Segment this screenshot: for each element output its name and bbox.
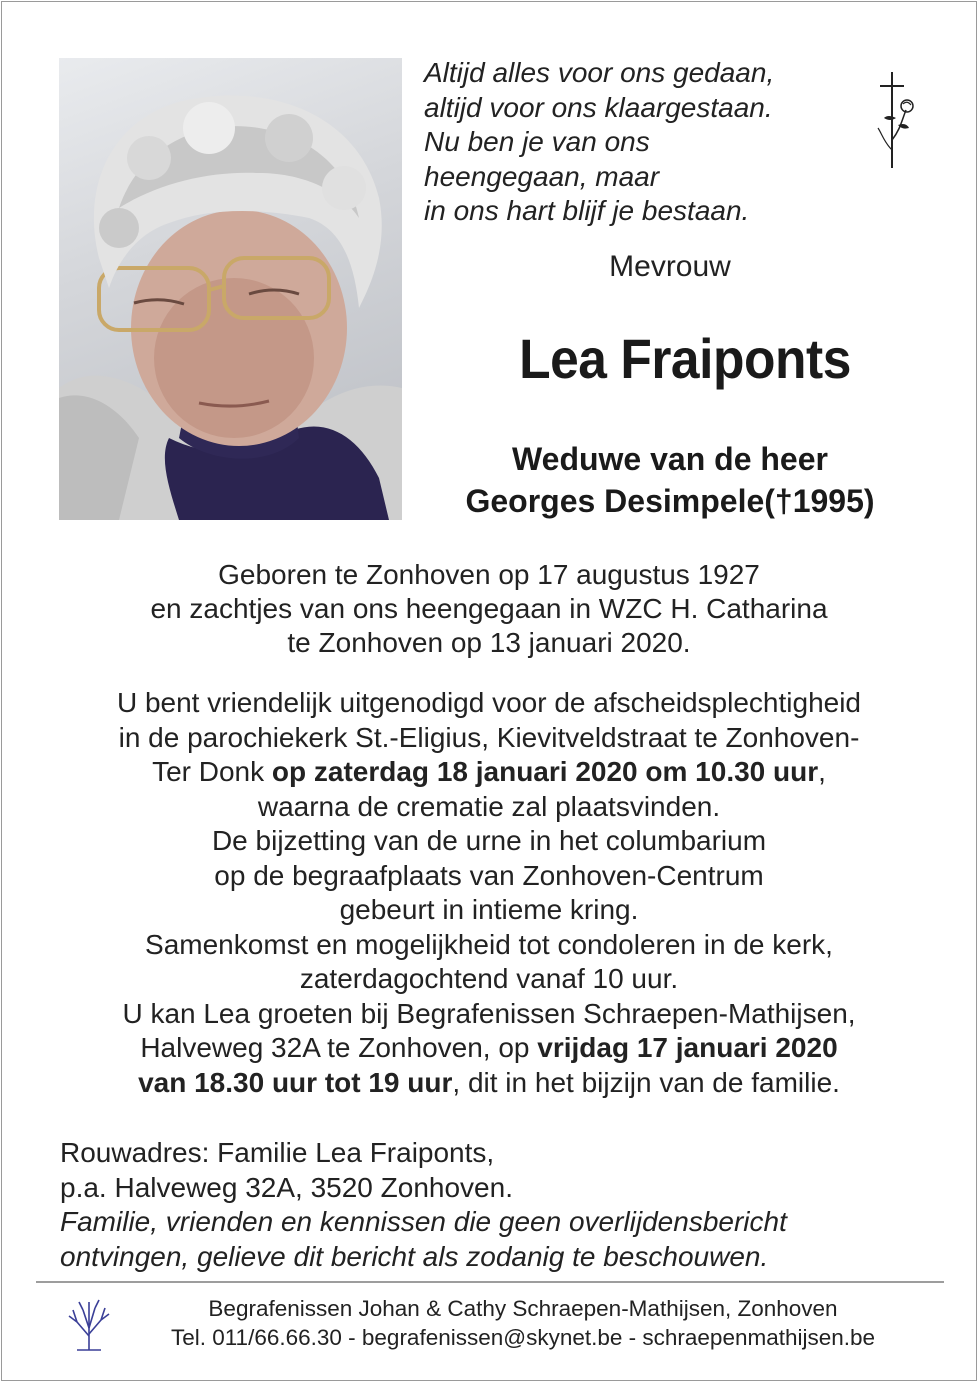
portrait-photo <box>59 58 402 520</box>
ceremony-text: Ter Donk <box>152 756 272 787</box>
visitation-time: van 18.30 uur tot 19 uur <box>138 1066 453 1098</box>
ceremony-date: op zaterdag 18 januari 2020 om 10.30 uur <box>271 756 819 787</box>
company-name: Begrafenissen Johan & Cathy Schraepen-Mathijsen, Zonhoven <box>208 1296 838 1321</box>
notice-line: ontvingen, gelieve dit bericht als zodanig te beschouwen. <box>60 1240 769 1272</box>
birth-line: Geboren te Zonhoven op 17 augustus 1927 <box>218 559 760 590</box>
poem-line: in ons hart blijf je bestaan. <box>424 195 750 226</box>
ceremony-text: Halveweg 32A te Zonhoven, op <box>140 1032 538 1063</box>
ceremony-text: , <box>818 756 826 787</box>
mourning-address <box>60 1136 940 1274</box>
ceremony-line: op de begraafplaats van Zonhoven-Centrum <box>214 859 764 891</box>
ceremony-line: U bent vriendelijk uitgenodigd voor de afscheidsplechtigheid <box>116 687 862 718</box>
ceremony-line: De bijzetting van de urne in het columbarium <box>211 825 767 856</box>
visitation-date: vrijdag 17 januari 2020 <box>537 1032 838 1063</box>
spouse-line: Georges Desimpele(†1995) <box>465 483 875 519</box>
spouse-line: Weduwe van de heer <box>512 441 828 477</box>
ceremony-line: waarna de crematie zal plaatsvinden. <box>257 790 721 822</box>
contact-line: Tel. 011/66.66.30 - begrafenissen@skynet.be - schraepenmathijsen.be <box>170 1325 876 1350</box>
ceremony-line <box>30 755 948 790</box>
honorific: Mevrouw <box>609 250 731 283</box>
funeral-home-footer <box>128 1294 918 1352</box>
ceremony-line: U kan Lea groeten bij Begrafenissen Schraepen-Mathijsen, <box>122 997 856 1029</box>
spouse-block <box>410 438 930 522</box>
ceremony-line: in de parochiekerk St.-Eligius, Kievitveldstraat te Zonhoven- <box>118 721 860 753</box>
notice-line: Familie, vrienden en kennissen die geen overlijdensbericht <box>60 1206 787 1237</box>
ceremony-line: Samenkomst en mogelijkheid tot condoleren in de kerk, <box>145 928 833 960</box>
ceremony-info <box>30 686 948 1100</box>
poem-line: heengegaan, maar <box>424 160 660 192</box>
divider <box>36 1281 944 1283</box>
deceased-name: Lea Fraiponts <box>519 327 851 390</box>
birth-death-info <box>30 558 948 660</box>
address-line: p.a. Halveweg 32A, 3520 Zonhoven. <box>60 1171 513 1203</box>
ceremony-text: , dit in het bijzijn van de familie. <box>452 1066 840 1098</box>
ceremony-line: zaterdagochtend vanaf 10 uur. <box>299 963 679 994</box>
ceremony-line: gebeurt in intieme kring. <box>339 894 639 925</box>
poem-line: altijd voor ons klaargestaan. <box>424 91 773 123</box>
cross-with-rose-icon <box>872 70 918 170</box>
tree-logo-icon <box>63 1296 115 1352</box>
poem-line: Altijd alles voor ons gedaan, <box>424 57 775 88</box>
poem-line: Nu ben je van ons <box>424 126 650 157</box>
memorial-poem <box>424 56 864 229</box>
birth-line: te Zonhoven op 13 januari 2020. <box>287 627 691 658</box>
ceremony-line <box>30 1031 948 1066</box>
birth-line: en zachtjes van ons heengegaan in WZC H. Catharina <box>150 593 828 624</box>
address-line: Rouwadres: Familie Lea Fraiponts, <box>60 1137 495 1168</box>
ceremony-line <box>30 1066 948 1101</box>
